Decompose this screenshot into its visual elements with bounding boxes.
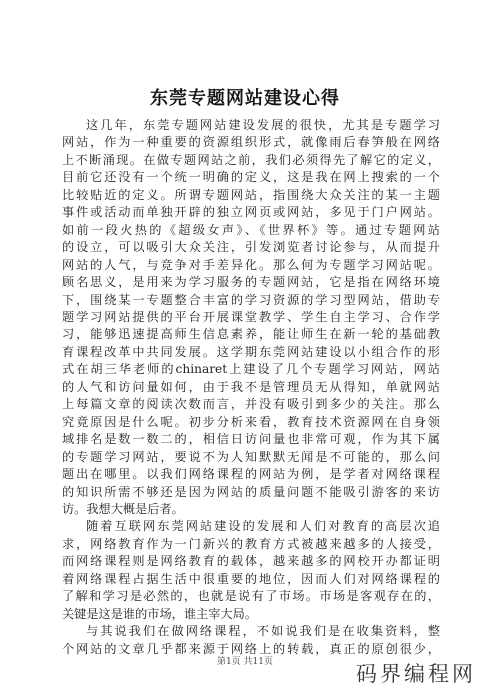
text-line: 比较贴近的定义。所谓专题网站，指围绕大众关注的某一主题 [62, 187, 440, 202]
text-line: 如前一段火热的《超级女声》、《世界杯》等。通过专题网站 [62, 222, 440, 237]
text-line: 而网络课程则是网络教育的载体，越来越多的网校开办都证明 [62, 554, 440, 569]
text-line: 究竟原因是什么呢。初步分析来看，教育技术资源网在自身领 [62, 414, 440, 429]
text-line: 式在胡三华老师的chinaret上建设了几个专题学习网站，网站 [62, 362, 440, 377]
text-line: 下，围绕某一专题整合丰富的学习资源的学习型网站，借助专 [62, 292, 440, 307]
text-line: 与其说我们在做网络课程，不如说我们是在收集资料，整 [86, 624, 440, 639]
text-line: 题出在哪里。以我们网络课程的网站为例，是学者对网络课程 [62, 467, 440, 482]
text-line: 访。我想大概是后者。 [62, 501, 184, 516]
text-line: 顾名思义，是用来为学习服务的专题网站，它是指在网络环境 [62, 275, 440, 290]
text-line: 事件或活动而单独开辟的独立网页或网站，多见于门户网站。 [62, 205, 440, 220]
text-line: 了解和学习是必然的，也就是说有了市场。市场是客观存在的， [62, 589, 440, 604]
text-line: 的设立，可以吸引大众关注，引发浏览者讨论参与，从而提升 [62, 240, 440, 255]
site-watermark: 码界编程网 [356, 662, 476, 686]
text-line: 个网站的文章几乎都来源于网络上的转载，真正的原创很少， [62, 641, 440, 656]
text-line: 上每篇文章的阅读次数而言，并没有吸引到多少的关注。那么 [62, 397, 440, 412]
text-line: 目前它还没有一个统一明确的定义，这是我在网上搜索的一个 [62, 170, 440, 185]
text-line: 的专题学习网站，要说不为人知默默无闻是不可能的，那么问 [62, 449, 440, 464]
text-line: 这几年，东莞专题网站建设发展的很快，尤其是专题学习 [86, 118, 440, 132]
text-line: 域排名是数一数二的，相信日访问量也非常可观，作为其下属 [62, 432, 440, 447]
text-line: 网站的人气，与竞争对手差异化。那么何为专题学习网站呢。 [62, 257, 440, 272]
text-line: 网站，作为一种重要的资源组织形式，就像雨后春笋般在网络 [62, 135, 440, 150]
document-body [62, 117, 440, 658]
text-line: 的知识所需不够还是因为网站的质量问题不能吸引游客的来访 [62, 484, 440, 499]
text-line: 求，网络教育作为一门新兴的教育方式被越来越多的人接受， [62, 536, 440, 551]
text-line: 关键是这是谁的市场，谁主宰大局。 [62, 606, 257, 621]
text-line: 习，能够迅速提高师生信息素养，能让师生在新一轮的基础教 [62, 327, 440, 342]
document-title: 东莞专题网站建设心得 [150, 88, 340, 109]
text-line: 着网络课程占据生活中很重要的地位，因而人们对网络课程的 [62, 571, 440, 586]
text-line: 随着互联网东莞网站建设的发展和人们对教育的高层次追 [86, 519, 440, 534]
text-line: 上不断涌现。在做专题网站之前，我们必须得先了解它的定义， [62, 152, 440, 167]
page-footer: 第1页 共11页 [216, 657, 274, 667]
text-line: 的人气和访问量如何，由于我不是管理员无从得知，单就网站 [62, 379, 440, 394]
text-line: 育课程改革中共同发展。这学期东莞网站建设以小组合作的形 [62, 344, 440, 359]
text-line: 题学习网站提供的平台开展课堂教学、学生自主学习、合作学 [62, 309, 440, 324]
